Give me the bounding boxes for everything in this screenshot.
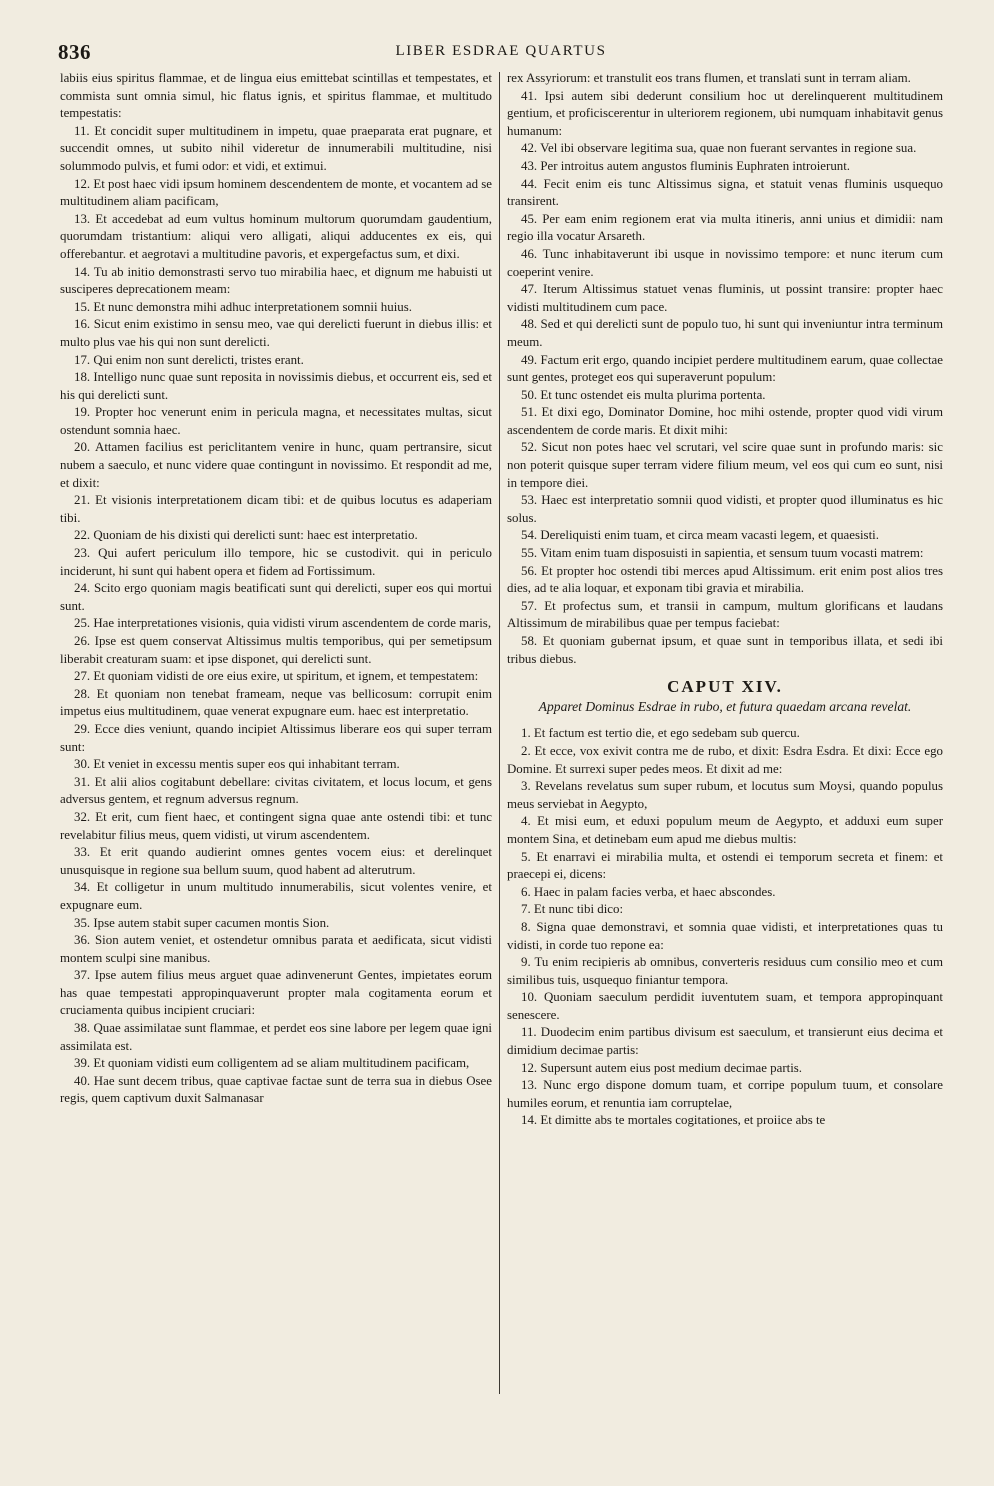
verse-paragraph: 11. Et concidit super multitudinem in impetu, quae praeparata erat pugnare, et succendit omnes, ut subito nihil videretur de innumerabili multitudine, nisi solummodo pulvis, et fumi odor: et vidi, et extimui.: [60, 123, 492, 173]
verse-paragraph: 35. Ipse autem stabit super cacumen montis Sion.: [74, 915, 330, 930]
verse-paragraph: 51. Et dixi ego, Dominator Domine, hoc mihi ostende, propter quod vidi virum ascendentem de corde maris. Et dixit mihi:: [507, 405, 943, 437]
verse-paragraph: 10. Quoniam saeculum perdidit iuventutem suam, et tempora appropinquant senescere.: [507, 990, 943, 1022]
verse-paragraph: 49. Factum erit ergo, quando incipiet perdere multitudinem earum, quae collectae sunt gentes, proteget eos qui superaverunt populum:: [507, 352, 943, 385]
verse-paragraph: 1. Et factum est tertio die, et ego sedebam sub quercu.: [521, 726, 800, 741]
verse-paragraph: 22. Quoniam de his dixisti qui derelicti sunt: haec est interpretatio.: [74, 528, 418, 543]
verse-paragraph: 19. Propter hoc venerunt enim in pericula magna, et necessitates multas, sicut ostendunt somnia haec.: [60, 405, 492, 437]
verse-paragraph: 26. Ipse est quem conservat Altissimus multis temporibus, qui per semetipsum liberabit creaturam suam: et ipse disponet, qui derelicti sunt.: [60, 634, 492, 666]
verse-paragraph: 32. Et erit, cum fient haec, et contingent signa quae ante ostendi tibi: et tunc revelabitur filius meus, quem vidisti, ut virum ascendentem.: [60, 809, 492, 842]
verse-paragraph: 14. Tu ab initio demonstrasti servo tuo mirabilia haec, et dignum me habuisti ut susciperes deprecationem meam:: [60, 264, 492, 297]
page-header: [58, 40, 944, 68]
verse-paragraph: 24. Scito ergo quoniam magis beatificati sunt qui derelicti, super eos qui mortui sunt.: [60, 581, 492, 613]
verse-paragraph: 28. Et quoniam non tenebat frameam, neque vas bellicosum: corrupit enim impetus eius multitudinem, quae venerat expugnare eum. haec est interpretatio.: [60, 686, 492, 719]
verse-paragraph: 29. Ecce dies veniunt, quando incipiet Altissimus liberare eos qui super terram sunt:: [60, 721, 492, 754]
right-column-verses-ch14: [507, 725, 943, 1130]
verse-paragraph: 12. Et post haec vidi ipsum hominem descendentem de monte, et vocantem ad se multitudinem aliam pacificam,: [60, 176, 492, 209]
right-column: [507, 70, 943, 1130]
verse-paragraph: 34. Et colligetur in unum multitudo innumerabilis, sicut volentes venire, et expugnare eum.: [60, 880, 492, 912]
verse-paragraph: 15. Et nunc demonstra mihi adhuc interpretationem somnii huius.: [74, 299, 412, 314]
verse-paragraph: 21. Et visionis interpretationem dicam tibi: et de quibus locutus es adaperiam tibi.: [60, 493, 492, 525]
page-number: 836: [58, 40, 91, 64]
verse-paragraph: 53. Haec est interpretatio somnii quod vidisti, et propter quod illuminatus es hic solus.: [507, 493, 943, 525]
verse-paragraph: 12. Supersunt autem eius post medium decimae partis.: [521, 1060, 803, 1075]
verse-paragraph: 33. Et erit quando audierint omnes gentes vocem eius: et derelinquet unusquisque in regione sua bellum suum, quod habent ad alterutrum.: [60, 845, 492, 877]
verse-paragraph: 48. Sed et qui derelicti sunt de populo tuo, hi sunt qui inveniuntur intra terminum meum.: [507, 317, 943, 349]
verse-paragraph: 37. Ipse autem filius meus arguet quae adinvenerunt Gentes, impietates eorum has quae tempestati appropinquaverunt propter mala cogitamenta eorum et cruciamenta quibus incipient cruciari:: [60, 968, 492, 1018]
verse-paragraph: 45. Per eam enim regionem erat via multa itineris, anni unius et dimidii: nam regio illa vocatur Arsareth.: [507, 211, 943, 244]
verse-paragraph: 4. Et misi eum, et eduxi populum meum de Aegypto, et adduxi eum super montem Sina, et detinebam eum apud me diebus multis:: [507, 814, 943, 846]
verse-paragraph: 7. Et nunc tibi dico:: [521, 902, 624, 917]
verse-paragraph: 42. Vel ibi observare legitima sua, quae non fuerant servantes in regione sua.: [521, 141, 917, 156]
left-column: [60, 70, 492, 1108]
column-divider: [499, 72, 500, 1394]
verse-paragraph: 44. Fecit enim eis tunc Altissimus signa, et statuit venas fluminis usquequo transirent.: [507, 176, 943, 209]
verse-paragraph: 43. Per introitus autem angustos fluminis Euphraten introierunt.: [521, 158, 851, 173]
verse-paragraph: 58. Et quoniam gubernat ipsum, et quae sunt in temporibus illata, et sedi ibi tribus diebus.: [507, 634, 943, 666]
verse-paragraph: 17. Qui enim non sunt derelicti, tristes erant.: [74, 352, 304, 367]
verse-paragraph: 47. Iterum Altissimus statuet venas fluminis, ut possint transire: propter haec vidisti multitudinem cum pace.: [507, 282, 943, 314]
verse-paragraph: 31. Et alii alios cogitabunt debellare: civitas civitatem, et locus locum, et gens adversus gentem, et regnum adversus regnum.: [60, 774, 492, 807]
right-column-verses-ch13: [507, 70, 943, 668]
verse-paragraph: 39. Et quoniam vidisti eum colligentem ad se aliam multitudinem pacificam,: [74, 1056, 470, 1071]
verse-paragraph: 16. Sicut enim existimo in sensu meo, vae qui derelicti fuerunt in diebus illis: et multo plus vae his qui non sunt derelicti.: [60, 317, 492, 349]
verse-paragraph: 38. Quae assimilatae sunt flammae, et perdet eos sine labore per legem quae igni assimilata est.: [60, 1021, 492, 1053]
verse-paragraph: rex Assyriorum: et transtulit eos trans flumen, et translati sunt in terram aliam.: [507, 71, 911, 85]
verse-paragraph: 14. Et dimitte abs te mortales cogitationes, et proiice abs te: [521, 1113, 826, 1128]
verse-paragraph: 46. Tunc inhabitaverunt ibi usque in novissimo tempore: et nunc iterum cum coeperint venire.: [507, 246, 943, 279]
verse-paragraph: 30. Et veniet in excessu mentis super eos qui inhabitant terram.: [74, 757, 400, 772]
verse-paragraph: 54. Dereliquisti enim tuam, et circa meam vacasti legem, et quaesisti.: [521, 528, 879, 543]
verse-paragraph: 8. Signa quae demonstravi, et somnia quae vidisti, et interpretationes quas tu vidisti, in corde tuo repone ea:: [507, 919, 943, 952]
verse-paragraph: 2. Et ecce, vox exivit contra me de rubo, et dixit: Esdra Esdra. Et dixi: Ecce ego Domine. Et surrexi super pedes meos. Et dixit ad me:: [507, 743, 943, 776]
chapter-summary: Apparet Dominus Esdrae in rubo, et futura quaedam arcana revelat.: [538, 698, 912, 714]
verse-paragraph: 57. Et profectus sum, et transii in campum, multum glorificans et laudans Altissimum de mirabilibus quae per tempus faciebat:: [507, 598, 943, 631]
verse-paragraph: 18. Intelligo nunc quae sunt reposita in novissimis diebus, et occurrent eis, sed et his qui derelicti sunt.: [60, 370, 492, 402]
verse-paragraph: 41. Ipsi autem sibi dederunt consilium hoc ut derelinquerent multitudinem gentium, et proficiscerentur in ulteriorem regionem, ubi numquam inhabitavit genus humanum:: [507, 88, 943, 138]
verse-paragraph: 6. Haec in palam facies verba, et haec abscondes.: [521, 884, 776, 899]
verse-paragraph: 13. Et accedebat ad eum vultus hominum multorum quorumdam gaudentium, quorumdam tristantium: aliqui vero alligati, aliqui adducentes ex eis, qui offerebantur. et aegrotavi a multitudine pavoris, et expergefactus sum, et dixi.: [60, 211, 492, 261]
verse-paragraph: 5. Et enarravi ei mirabilia multa, et ostendi ei temporum secreta et finem: et praecepi ei, dicens:: [507, 849, 943, 882]
verse-paragraph: 20. Attamen facilius est periclitantem venire in hunc, quam pertransire, sicut nubem a saeculo, et nunc videre quae contingunt in novissimo. Et respondit ad me, et dixit:: [60, 440, 492, 490]
verse-paragraph: labiis eius spiritus flammae, et de lingua eius emittebat scintillas et tempestates, et commista sunt omnia simul, hic flatus ignis, et spiritus flammae, et multitudo tempestatis:: [60, 71, 492, 121]
verse-paragraph: 11. Duodecim enim partibus divisum est saeculum, et transierunt eius decima et dimidium decimae partis:: [507, 1025, 943, 1058]
verse-paragraph: 23. Qui aufert periculum illo tempore, hic se custodivit. qui in periculo inciderunt, hi sunt qui habent opera et fidem ad Fortissimum.: [60, 546, 492, 578]
verse-paragraph: 36. Sion autem veniet, et ostendetur omnibus parata et aedificata, sicut vidisti montem sculpi sine manibus.: [60, 933, 492, 965]
verse-paragraph: 3. Revelans revelatus sum super rubum, et locutus sum Moysi, quando populus meus serviebat in Aegypto,: [507, 779, 943, 811]
verse-paragraph: 27. Et quoniam vidisti de ore eius exire, ut spiritum, et ignem, et tempestatem:: [74, 669, 479, 684]
verse-paragraph: 9. Tu enim recipieris ab omnibus, converteris residuus cum consilio meo et cum similibus tuis, usquequo finiantur tempora.: [507, 955, 943, 987]
verse-paragraph: 52. Sicut non potes haec vel scrutari, vel scire quae sunt in profundo maris: sic non poterit quisque super terram videre filium meum, vel eos qui cum eo sunt, nisi in tempore diei.: [507, 440, 943, 490]
verse-paragraph: 55. Vitam enim tuam disposuisti in sapientia, et sensum tuum vocasti matrem:: [521, 546, 924, 561]
chapter-heading: CAPUT XIV.: [667, 677, 783, 697]
verse-paragraph: 50. Et tunc ostendet eis multa plurima portenta.: [521, 387, 766, 402]
running-title: LIBER ESDRAE QUARTUS: [395, 43, 607, 59]
verse-paragraph: 40. Hae sunt decem tribus, quae captivae factae sunt de terra sua in diebus Osee regis, quem captivum duxit Salmanasar: [60, 1073, 492, 1106]
verse-paragraph: 56. Et propter hoc ostendi tibi merces apud Altissimum. erit enim post alios tres dies, ad te alia loquar, et exponam tibi gravia et mirabilia.: [507, 563, 943, 596]
verse-paragraph: 25. Hae interpretationes visionis, quia vidisti virum ascendentem de corde maris,: [74, 616, 492, 631]
verse-paragraph: 13. Nunc ergo dispone domum tuam, et corripe populum tuum, et consolare humiles eorum, et renuntia iam corruptelae,: [507, 1078, 943, 1110]
